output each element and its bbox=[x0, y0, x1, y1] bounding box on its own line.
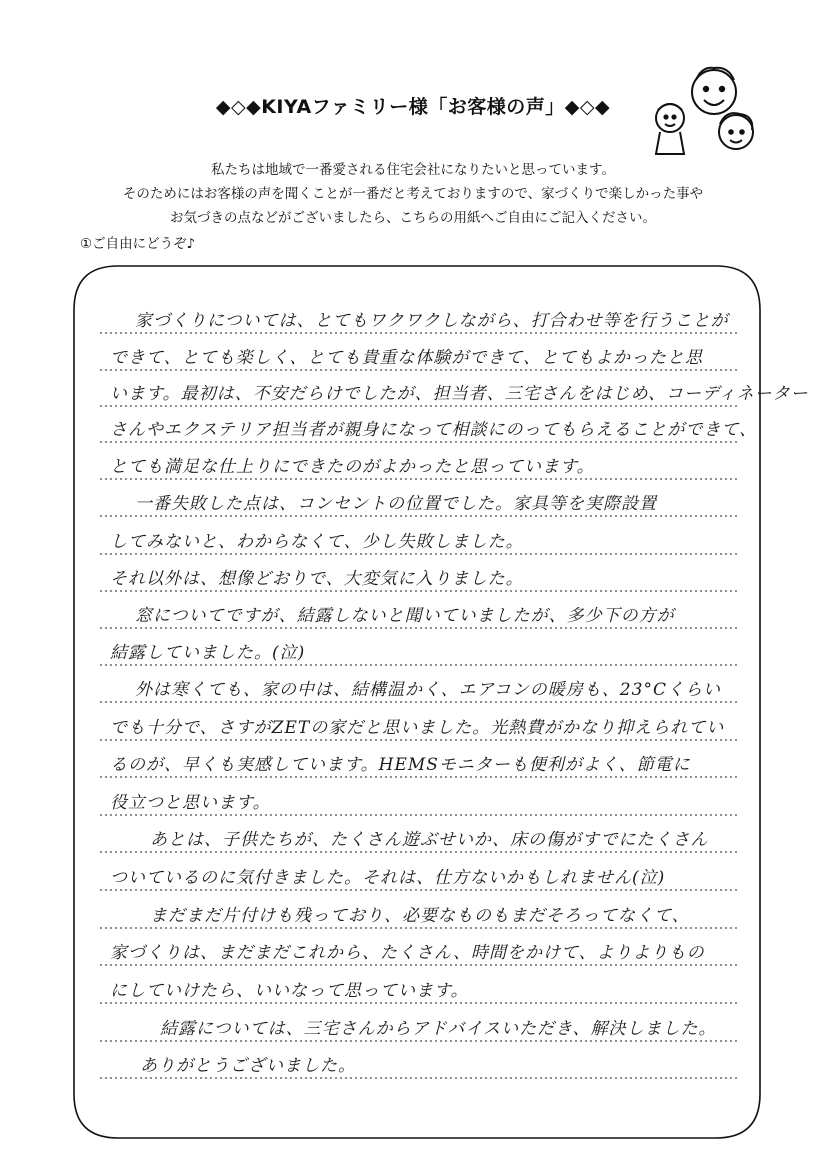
handwritten-line: 家づくりは、まだまだこれから、たくさん、時間をかけて、よりよりもの bbox=[110, 943, 705, 963]
handwritten-line: さんやエクステリア担当者が親身になって相談にのってもらえることができて、 bbox=[110, 420, 757, 440]
handwritten-line: してみないと、わからなくて、少し失敗しました。 bbox=[110, 532, 524, 552]
handwritten-line: 窓についてですが、結露しないと聞いていましたが、多少下の方が bbox=[135, 606, 675, 626]
handwritten-line: ついているのに気付きました。それは、仕方ないかもしれません(泣) bbox=[110, 868, 666, 888]
handwritten-line: それ以外は、想像どおりで、大変気に入りました。 bbox=[110, 569, 524, 589]
handwritten-line: ありがとうございました。 bbox=[140, 1056, 356, 1076]
intro-line-3: お気づきの点などがございましたら、こちらの用紙へご自由にご記入ください。 bbox=[170, 210, 656, 226]
handwritten-line: できて、とても楽しく、とても貴重な体験ができて、とてもよかったと思 bbox=[110, 348, 703, 368]
handwritten-line: います。最初は、不安だらけでしたが、担当者、三宅さんをはじめ、コーディネーター bbox=[110, 384, 809, 404]
handwritten-line: にしていけたら、いいなって思っています。 bbox=[110, 981, 469, 1001]
handwritten-line: でも十分で、さすがZETの家だと思いました。光熱費がかなり抑えられてい bbox=[110, 718, 725, 738]
free-comment-prompt: ①ご自由にどうぞ♪ bbox=[80, 236, 196, 252]
intro-line-2: そのためにはお客様の声を聞くことが一番だと考えておりますので、家づくりで楽しかった事や bbox=[122, 186, 704, 202]
handwritten-line: るのが、早くも実感しています。HEMSモニターも便利がよく、節電に bbox=[110, 755, 691, 775]
intro-line-1: 私たちは地域で一番愛される住宅会社になりたいと思っています。 bbox=[211, 162, 615, 178]
handwritten-line: 外は寒くても、家の中は、結構温かく、エアコンの暖房も、23°Cくらい bbox=[135, 680, 721, 700]
handwritten-line: まだまだ片付けも残っており、必要なものもまだそろってなくて、 bbox=[150, 906, 690, 926]
handwritten-line: 結露していました。(泣) bbox=[110, 643, 306, 663]
handwritten-line: とても満足な仕上りにできたのがよかったと思っています。 bbox=[110, 457, 595, 477]
handwritten-line: 結露については、三宅さんからアドバイスいただき、解決しました。 bbox=[160, 1019, 717, 1039]
handwritten-line: 一番失敗した点は、コンセントの位置でした。家具等を実際設置 bbox=[135, 494, 657, 514]
handwritten-line: 役立つと思います。 bbox=[110, 793, 271, 813]
page-title: ◆◇◆KIYAファミリー様「お客様の声」◆◇◆ bbox=[215, 96, 611, 118]
handwritten-line: あとは、子供たちが、たくさん遊ぶせいか、床の傷がすでにたくさん bbox=[150, 830, 709, 850]
handwritten-line: 家づくりについては、とてもワクワクしながら、打合わせ等を行うことが bbox=[135, 311, 729, 331]
